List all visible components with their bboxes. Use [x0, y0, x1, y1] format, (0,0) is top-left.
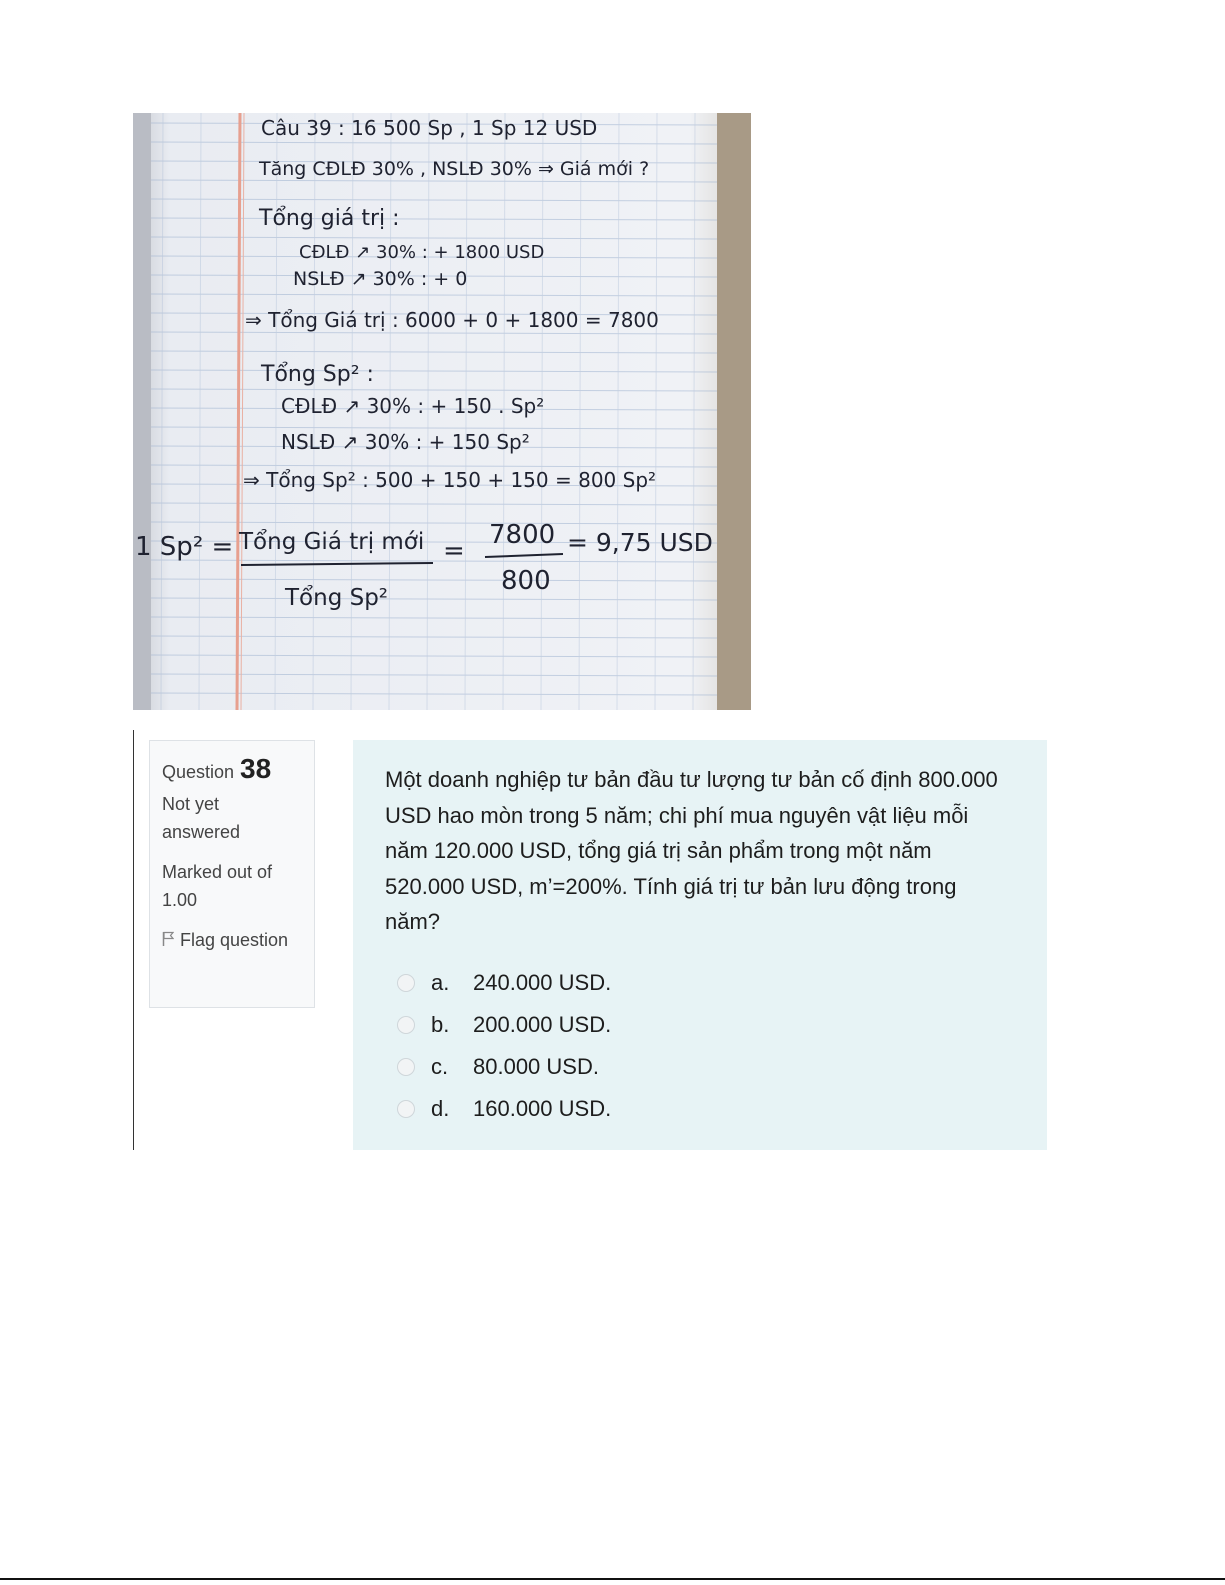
page-bottom-border — [0, 1578, 1225, 1580]
note-line: 800 — [501, 566, 551, 596]
note-line: 7800 — [489, 520, 556, 550]
answer-letter: c. — [431, 1053, 449, 1079]
radio-button[interactable] — [397, 974, 415, 992]
note-line: = — [443, 536, 465, 566]
answer-list — [397, 968, 1015, 1124]
note-line: Tổng Sp² : — [261, 362, 374, 387]
answer-option-b[interactable] — [397, 1010, 1015, 1040]
note-line: Tổng Sp² — [285, 585, 389, 611]
question-text: Một doanh nghiệp tư bản đầu tư lượng tư bản cố định 800.000 USD hao mòn trong 5 năm; chi phí mua nguyên vật liệu mỗi năm 120.000 USD, tổng giá trị sản phẩm trong một năm 520.000 USD, m’=200%. Tính giá trị tư bản lưu động trong năm? — [385, 767, 998, 934]
answer-text: 80.000 USD. — [473, 1053, 599, 1079]
note-line: = 9,75 USD — [567, 528, 713, 557]
flag-question-link[interactable] — [162, 926, 302, 954]
question-number — [162, 755, 302, 786]
note-line: CĐLĐ ↗ 30% : + 1800 USD — [299, 242, 545, 263]
radio-button[interactable] — [397, 1016, 415, 1034]
radio-button[interactable] — [397, 1100, 415, 1118]
radio-button[interactable] — [397, 1058, 415, 1076]
quiz-question-screenshot — [133, 730, 1054, 1150]
note-line: Tổng Giá trị mới — [239, 529, 425, 555]
answer-letter: d. — [431, 1095, 450, 1121]
flag-icon — [162, 931, 174, 947]
note-line: Tổng giá trị : — [259, 206, 400, 231]
answer-text: 200.000 USD. — [473, 1011, 612, 1037]
answer-letter: a. — [431, 969, 450, 995]
question-number-value: 38 — [240, 753, 272, 784]
answer-text: 160.000 USD. — [473, 1095, 612, 1121]
question-grade: Marked out of 1.00 — [162, 862, 273, 910]
question-info-panel — [149, 740, 315, 1008]
flag-question-label: Flag question — [180, 930, 289, 950]
answer-option-a[interactable] — [397, 968, 1015, 998]
question-content — [353, 740, 1047, 1150]
notebook-paper — [133, 113, 751, 710]
answer-text: 240.000 USD. — [473, 969, 612, 995]
note-line: Câu 39 : 16 500 Sp , 1 Sp 12 USD — [261, 116, 598, 140]
answer-option-c[interactable] — [397, 1052, 1015, 1082]
note-line: ⇒ Tổng Sp² : 500 + 150 + 150 = 800 Sp² — [243, 468, 657, 492]
note-line: ⇒ Tổng Giá trị : 6000 + 0 + 1800 = 7800 — [245, 308, 659, 332]
note-line: Tăng CĐLĐ 30% , NSLĐ 30% ⇒ Giá mới ? — [259, 158, 650, 180]
answer-letter: b. — [431, 1011, 450, 1037]
note-line: CĐLĐ ↗ 30% : + 150 . Sp² — [281, 394, 545, 418]
note-line: NSLĐ ↗ 30% : + 150 Sp² — [281, 430, 530, 454]
answer-option-d[interactable] — [397, 1094, 1015, 1124]
note-line: 1 Sp² = — [135, 532, 234, 562]
note-line: NSLĐ ↗ 30% : + 0 — [293, 268, 468, 290]
notebook-photo — [133, 113, 751, 710]
question-status: Not yet answered — [162, 794, 241, 842]
question-label: Question — [162, 762, 235, 782]
